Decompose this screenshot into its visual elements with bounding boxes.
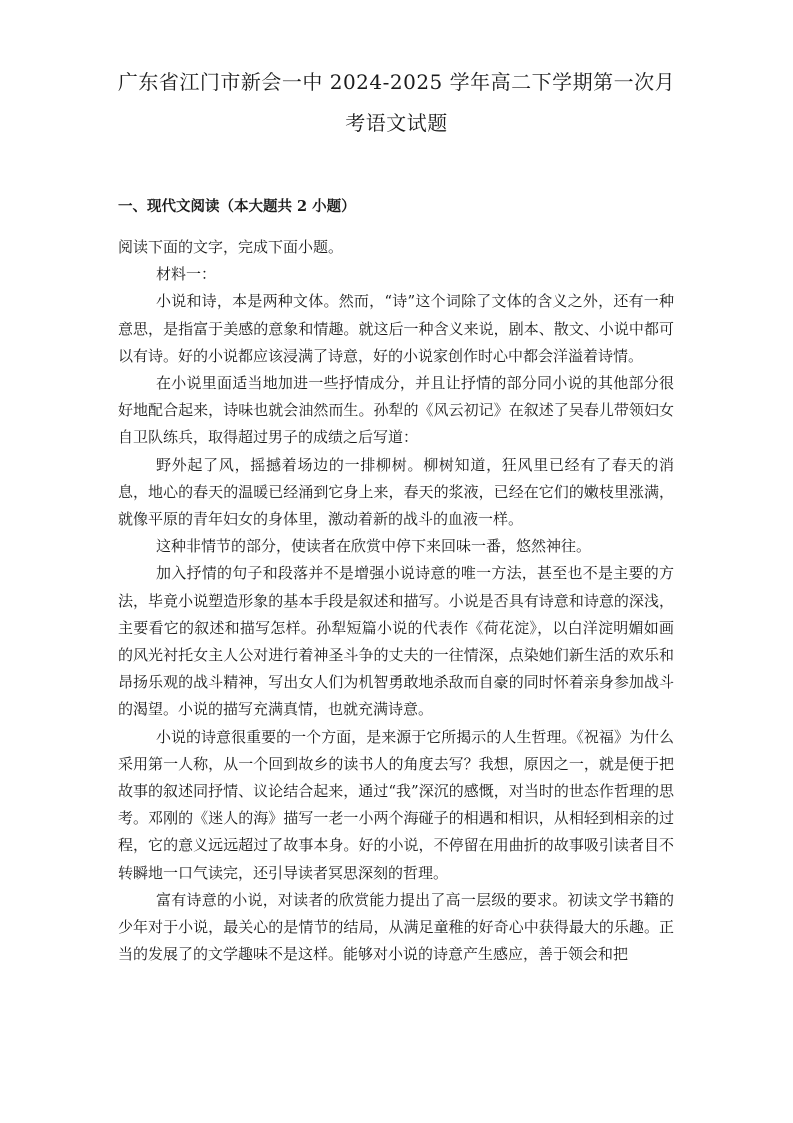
paragraph-2: 在小说里面适当地加进一些抒情成分，并且让抒情的部分同小说的其他部分很好地配合起来，诗味也就会油然而生。孙犁的《风云初记》在叙述了吴春儿带领妇女自卫队练兵，取得超过男子的成绩之后写道： [118,374,674,447]
paragraph-1: 小说和诗，本是两种文体。然而，“诗”这个词除了文体的含义之外，还有一种意思，是指富于美感的意象和情趣。就这后一种含义来说，剧本、散文、小说中都可以有诗。好的小说都应该浸满了诗意，好的小说家创作时心中都会洋溢着诗情。 [118,292,674,365]
paragraph-6: 富有诗意的小说，对读者的欣赏能力提出了高一层级的要求。初读文学书籍的少年对于小说，最关心的是情节的结局，从满足童稚的好奇心中获得最大的乐趣。正当的发展了的文学趣味不是这样。能够对小说的诗意产生感应，善于领会和把 [118,890,674,964]
paragraph-4: 加入抒情的句子和段落并不是增强小说诗意的唯一方法，甚至也不是主要的方法，毕竟小说塑造形象的基本手段是叙述和描写。小说是否具有诗意和诗意的深浅，主要看它的叙述和描写怎样。孙犁短篇小说的代表作《荷花淀》，以白洋淀明媚如画的风光衬托女主人公对进行着神圣斗争的丈夫的一往情深，点染她们新生活的欢乐和昂扬乐观的战斗精神，写出女人们为机智勇敢地杀敌而自豪的同时怀着亲身参加战斗的渴望。小说的描写充满真情，也就充满诗意。 [118,564,674,719]
paragraph-5: 小说的诗意很重要的一个方面，是来源于它所揭示的人生哲理。《祝福》为什么采用第一人称，从一个回到故乡的读书人的角度去写？我想，原因之一，就是便于把故事的叙述同抒情、议论结合起来，通过“我”深沉的感慨，对当时的世态作哲理的思考。邓刚的《迷人的海》描写一老一小两个海碰子的相遇和相识，从相轻到相亲的过程，它的意义远远超过了故事本身。好的小说，不停留在用曲折的故事吸引读者目不转瞬地一口气读完，还引导读者冥思深刻的哲理。 [118,727,674,882]
document-title-line-2: 考语文试题 [345,111,448,135]
paragraph-3: 这种非情节的部分，使读者在欣赏中停下来回味一番，悠然神往。 [156,537,592,556]
document-title-line-1: 广东省江门市新会一中 2024-2025 学年高二下学期第一次月 [117,70,676,94]
material-label: 材料一： [156,265,217,284]
section-heading: 一、现代文阅读（本大题共 2 小题） [118,198,356,215]
instruction-text: 阅读下面的文字，完成下面小题。 [118,238,344,256]
quoted-paragraph: 野外起了风，摇撼着场边的一排柳树。柳树知道，狂风里已经有了春天的消息，地心的春天的温暖已经涌到它身上来，春天的浆液，已经在它们的嫩枝里涨满，就像平原的青年妇女的身体里，激动着新的战斗的血液一样。 [118,455,674,529]
reading-passage [118,234,674,968]
